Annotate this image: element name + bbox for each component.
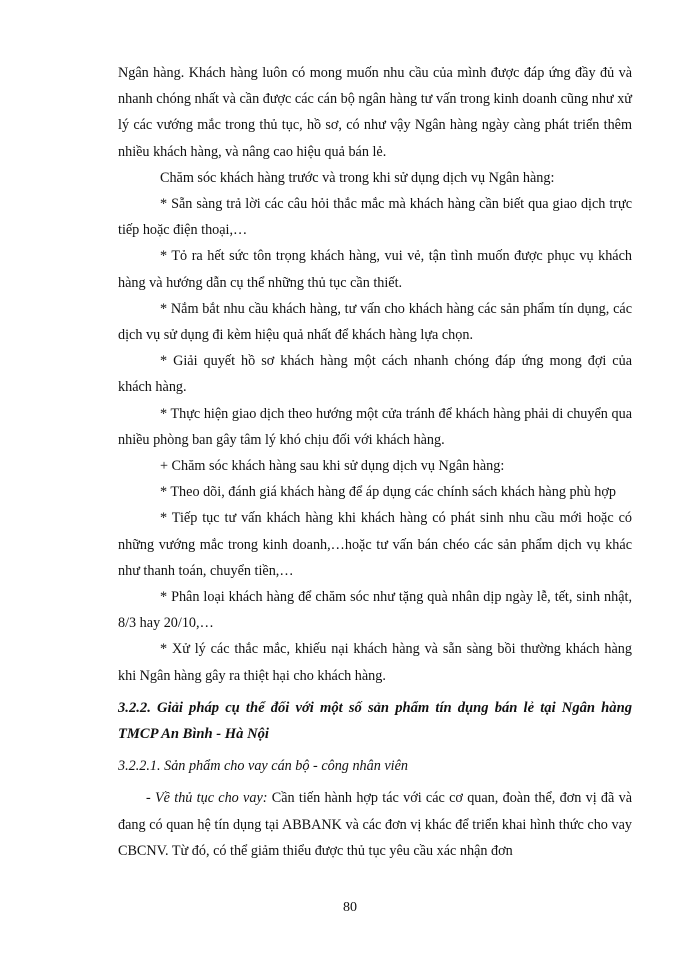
paragraph-care-after: + Chăm sóc khách hàng sau khi sử dụng dịch vụ Ngân hàng: <box>160 458 505 475</box>
bullet-one-stop: * Thực hiện giao dịch theo hướng một cửa tránh để khách hàng phải di chuyển qua nhiều phòng ban gây tâm lý khó chịu đối với khách hàng. <box>118 405 632 448</box>
document-body <box>118 60 632 864</box>
loan-procedure-lead: - Về thủ tục cho vay: <box>146 790 268 807</box>
subsection-heading-3-2-2-1: 3.2.2.1. Sản phẩm cho vay cán bộ - công nhân viên <box>118 758 408 775</box>
paragraph-loan-procedure <box>118 785 632 864</box>
loan-procedure-body: Cần tiến hành hợp tác với các cơ quan, đoàn thể, đơn vị đã và đang có quan hệ tín dụng tại ABBANK và các đơn vị khác để triển khai hình thức cho vay CBCNV. Từ đó, có thể giảm thiểu được thủ tục yêu cầu xác nhận đơn <box>118 790 632 859</box>
bullet-understand-needs: * Nắm bắt nhu cầu khách hàng, tư vấn cho khách hàng các sản phẩm tín dụng, các dịch vụ sử dụng đi kèm hiệu quả nhất để khách hàng lựa chọn. <box>118 300 632 344</box>
bullet-monitor-evaluate: * Theo dõi, đánh giá khách hàng để áp dụng các chính sách khách hàng phù hợp <box>160 484 616 501</box>
bullet-handle-complaints: * Xử lý các thắc mắc, khiếu nại khách hàng và sẵn sàng bồi thường khách hàng khi Ngân hàng gây ra thiệt hại cho khách hàng. <box>118 641 632 684</box>
bullet-respect-customers: * Tỏ ra hết sức tôn trọng khách hàng, vui vẻ, tận tình muốn được phục vụ khách hàng và hướng dẫn cụ thể những thủ tục cần thiết. <box>118 248 632 291</box>
paragraph-care-before-during: Chăm sóc khách hàng trước và trong khi sử dụng dịch vụ Ngân hàng: <box>160 169 555 186</box>
paragraph-continuation: Ngân hàng. Khách hàng luôn có mong muốn nhu cầu của mình được đáp ứng đầy đủ và nhanh chóng nhất và cần được các cán bộ ngân hàng tư vấn trong kinh doanh cũng như xử lý các vướng mắc trong thủ tục, hồ sơ, có như vậy Ngân hàng ngày càng phát triển thêm nhiều khách hàng, và nâng cao hiệu quả bán lẻ. <box>118 65 632 160</box>
bullet-process-quickly: * Giải quyết hồ sơ khách hàng một cách nhanh chóng đáp ứng mong đợi của khách hàng. <box>118 353 632 396</box>
section-heading-3-2-2: 3.2.2. Giải pháp cụ thể đối với một số sản phẩm tín dụng bán lẻ tại Ngân hàng TMCP An Bình - Hà Nội <box>118 699 632 743</box>
bullet-classify-customers: * Phân loại khách hàng để chăm sóc như tặng quà nhân dịp ngày lễ, tết, sinh nhật, 8/3 hay 20/10,… <box>118 589 632 632</box>
bullet-continue-advising: * Tiếp tục tư vấn khách hàng khi khách hàng có phát sinh nhu cầu mới hoặc có những vướng mắc trong kinh doanh,…hoặc tư vấn bán chéo các sản phẩm dịch vụ khác như thanh toán, chuyển tiền,… <box>118 510 632 579</box>
page-number: 80 <box>343 900 357 915</box>
bullet-answer-questions: * Sẵn sàng trả lời các câu hỏi thắc mắc mà khách hàng cần biết qua giao dịch trực tiếp hoặc điện thoại,… <box>118 196 632 239</box>
